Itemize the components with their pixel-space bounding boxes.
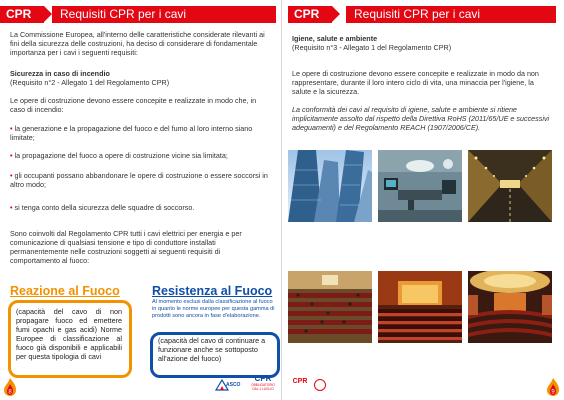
asco-logo	[212, 378, 242, 394]
cpr-logo-small: CPR	[292, 378, 308, 385]
auditorium-photo	[468, 271, 552, 343]
asco-label: ASCO	[226, 382, 241, 388]
bullet-icon: •	[10, 171, 13, 180]
theater-photo	[378, 271, 462, 343]
badge-icon	[314, 379, 326, 391]
page-number: 9	[551, 389, 555, 396]
list-item	[10, 152, 272, 161]
page-number: 8	[8, 389, 12, 396]
cpr-tag: CPR	[288, 6, 332, 23]
hospital-photo	[378, 150, 462, 222]
tunnel-photo	[468, 150, 552, 222]
section-ref: (Requisito n°3 - Allegato 1 del Regolamento CPR)	[292, 43, 452, 52]
bullet-text: gli occupanti possano abbandonare le opere di costruzione o essere soccorsi in altro modo;	[10, 171, 268, 189]
cpr-logo-text: CPR	[254, 374, 272, 383]
section-title: Sicurezza in caso di incendio	[10, 69, 110, 78]
bullet-icon: •	[10, 151, 13, 160]
section-title: Igiene, salute e ambiente	[292, 34, 378, 43]
rohs-paragraph: La conformità dei cavi al requisito di igiene, salute e ambiente si ritiene implicitamente assolto dal rispetto della Direttiva RoHS (2011/65/UE e successivi adeguamenti) e del Regolamento REACH (1907/2006/CE).	[292, 105, 550, 132]
right-header	[288, 6, 556, 23]
left-header	[0, 6, 276, 23]
page-title: Requisiti CPR per i cavi	[52, 6, 276, 23]
flame-icon	[3, 377, 17, 397]
bullet-text: la propagazione del fuoco a opere di costruzione vicine sia limitata;	[14, 151, 228, 160]
list-item	[10, 125, 272, 143]
bullet-text: la generazione e la propagazione del fuoco e del fumo al loro interno siano limitate;	[10, 124, 253, 142]
flame-icon	[546, 377, 560, 397]
health-paragraph: Le opere di costruzione devono essere concepite e realizzate in modo da non rappresentare, durante il loro intero ciclo di vita, una minaccia per l'igiene, la salute e la sicurezza.	[292, 69, 539, 96]
reazione-heading: Reazione al Fuoco	[10, 284, 120, 298]
cpr-tag: CPR	[0, 6, 44, 23]
skyscrapers-photo	[288, 150, 372, 222]
bullet-text: si tenga conto della sicurezza delle squadre di soccorso.	[14, 203, 195, 212]
list-item	[10, 204, 272, 213]
reazione-text: (capacità del cavo di non propagare fuoco ed emettere fumi opachi e gas acidi) Norme Europee di classificazione al fuoco già disponibili e applicabili per questa tipologia di cavi	[16, 307, 122, 361]
intro-text: La Commissione Europea, all'interno delle caratteristiche considerate rilevanti ai fini della sicurezza delle costruzioni, ha deciso di considerare di fondamentale importanza per i cavi i seguenti requisiti:	[10, 30, 265, 57]
cpr-logo-sub: OBBLIGATORIO DAL 1 LUGLIO	[251, 383, 275, 391]
bullet-icon: •	[10, 124, 13, 133]
closing-paragraph: Sono coinvolti dal Regolamento CPR tutti i cavi elettrici per energia e per comunicazione di qualsiasi tensione e tipo di conduttore installati permanentemente nelle costruzioni soggetti ai seguenti requisiti di comportamento al fuoco:	[10, 229, 242, 265]
bullet-icon: •	[10, 203, 13, 212]
cpr-mandatory-logo	[250, 374, 276, 391]
section-ref: (Requisito n°2 - Allegato 1 del Regolamento CPR)	[10, 78, 170, 87]
resistenza-note: Al momento esclusi dalla classificazione al fuoco in quanto le norme europee per questa gamma di prodotti sono ancora in fase d'elaborazione.	[152, 299, 275, 319]
page-title: Requisiti CPR per i cavi	[346, 6, 556, 23]
resistenza-heading: Resistenza al Fuoco	[152, 284, 273, 298]
parliament-photo	[288, 271, 372, 343]
list-item	[10, 172, 272, 190]
fire-paragraph: Le opere di costruzione devono essere concepite e realizzate in modo che, in caso di incendio:	[10, 96, 257, 114]
resistenza-text: (capacità del cavo di continuare a funzionare anche se sottoposto all'azione del fuoco)	[158, 336, 266, 363]
right-page	[282, 0, 564, 400]
